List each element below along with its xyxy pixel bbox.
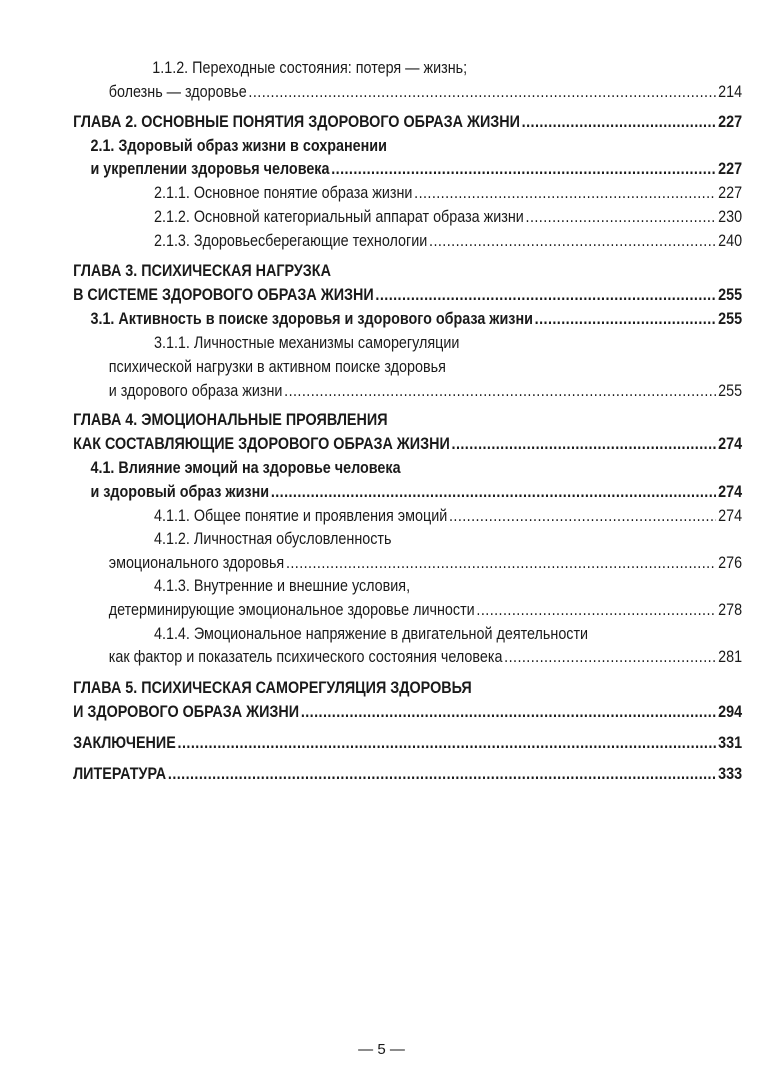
toc-line: болезнь — здоровье bbox=[108, 83, 247, 101]
toc-line: 4.1. Влияние эмоций на здоровье человека bbox=[90, 459, 401, 477]
page-number: 227 bbox=[718, 113, 743, 131]
toc-entry-text bbox=[0, 456, 664, 478]
toc-line: ГЛАВА 2. ОСНОВНЫЕ ПОНЯТИЯ ЗДОРОВОГО ОБРАЗА ЖИЗНИ bbox=[73, 113, 520, 131]
toc-entry[interactable] bbox=[0, 80, 742, 102]
page-number: 255 bbox=[718, 310, 743, 328]
toc-entry-text bbox=[0, 355, 664, 377]
leader-dots bbox=[429, 231, 716, 251]
toc-chapter[interactable] bbox=[0, 110, 742, 132]
toc-line: эмоционального здоровья bbox=[108, 554, 285, 572]
toc-entry-text bbox=[0, 56, 664, 78]
leader-dots bbox=[476, 600, 716, 620]
toc-line: как фактор и показатель психического состояния человека bbox=[108, 648, 503, 666]
leader-dots bbox=[452, 434, 717, 454]
toc-subsection[interactable] bbox=[0, 379, 742, 401]
leader-dots bbox=[535, 309, 717, 329]
toc-subsection[interactable] bbox=[0, 645, 742, 667]
toc-line: детерминирующие эмоциональное здоровье личности bbox=[108, 601, 475, 619]
toc-line: 3.1.1. Личностные механизмы саморегуляции bbox=[153, 334, 460, 352]
page-number: 227 bbox=[718, 160, 743, 178]
leader-dots bbox=[375, 285, 716, 305]
leader-dots bbox=[168, 764, 717, 784]
page-number: 331 bbox=[718, 734, 743, 752]
page-number: 294 bbox=[718, 703, 743, 721]
leader-dots bbox=[522, 112, 717, 132]
toc-chapter[interactable] bbox=[0, 700, 742, 722]
toc-subsection[interactable] bbox=[0, 598, 742, 620]
page-number: 240 bbox=[718, 232, 743, 250]
toc-line: ГЛАВА 3. ПСИХИЧЕСКАЯ НАГРУЗКА bbox=[73, 262, 331, 280]
toc-chapter[interactable] bbox=[0, 762, 742, 784]
page-number: 214 bbox=[718, 83, 743, 101]
page-number: 274 bbox=[718, 483, 743, 501]
toc-entry-text bbox=[0, 134, 664, 156]
leader-dots bbox=[504, 647, 716, 667]
toc-line: ГЛАВА 4. ЭМОЦИОНАЛЬНЫЕ ПРОЯВЛЕНИЯ bbox=[73, 411, 388, 429]
toc-section[interactable] bbox=[0, 307, 742, 329]
toc-line: и здоровый образ жизни bbox=[90, 483, 270, 501]
toc-entry-text bbox=[0, 331, 664, 353]
toc-section[interactable] bbox=[0, 480, 742, 502]
toc-line: 4.1.2. Личностная обусловленность bbox=[153, 530, 392, 548]
leader-dots bbox=[301, 702, 717, 722]
toc-line: И ЗДОРОВОГО ОБРАЗА ЖИЗНИ bbox=[73, 703, 300, 721]
leader-dots bbox=[449, 506, 716, 526]
page-number: 333 bbox=[718, 765, 743, 783]
toc-line: ЛИТЕРАТУРА bbox=[73, 765, 167, 783]
toc-chapter[interactable] bbox=[0, 432, 742, 454]
toc-section[interactable] bbox=[0, 157, 742, 179]
toc-line: и укреплении здоровья человека bbox=[90, 160, 330, 178]
page-number: 255 bbox=[718, 286, 743, 304]
page-number: 255 bbox=[718, 382, 743, 400]
toc-entry-text bbox=[0, 676, 664, 698]
page-footer-number: — 5 — bbox=[358, 1041, 405, 1058]
toc-line: 4.1.4. Эмоциональное напряжение в двигательной деятельности bbox=[153, 625, 589, 643]
toc-entry-text bbox=[0, 259, 664, 281]
toc-line: В СИСТЕМЕ ЗДОРОВОГО ОБРАЗА ЖИЗНИ bbox=[73, 286, 374, 304]
toc-entry-text bbox=[0, 622, 664, 644]
toc-subsection[interactable] bbox=[0, 551, 742, 573]
toc-line: 1.1.2. Переходные состояния: потеря — жизнь; bbox=[152, 59, 468, 77]
leader-dots bbox=[286, 553, 716, 573]
toc-entry-text bbox=[0, 527, 664, 549]
page-number: 278 bbox=[718, 601, 743, 619]
leader-dots bbox=[331, 159, 716, 179]
toc-subsection[interactable] bbox=[0, 229, 742, 251]
toc-line: 2.1. Здоровый образ жизни в сохранении bbox=[90, 137, 387, 155]
toc-subsection[interactable] bbox=[0, 205, 742, 227]
leader-dots bbox=[414, 183, 716, 203]
toc-chapter[interactable] bbox=[0, 283, 742, 305]
page-number: 230 bbox=[718, 208, 743, 226]
toc-line: КАК СОСТАВЛЯЮЩИЕ ЗДОРОВОГО ОБРАЗА ЖИЗНИ bbox=[73, 435, 450, 453]
toc-line: ЗАКЛЮЧЕНИЕ bbox=[73, 734, 176, 752]
page-number: 281 bbox=[718, 648, 743, 666]
toc-line: психической нагрузки в активном поиске здоровья bbox=[108, 358, 446, 376]
leader-dots bbox=[248, 82, 716, 102]
toc-line: 2.1.3. Здоровьесберегающие технологии bbox=[153, 232, 428, 250]
page-number: 276 bbox=[718, 554, 743, 572]
toc-line: 2.1.2. Основной категориальный аппарат образа жизни bbox=[153, 208, 524, 226]
toc-line: и здорового образа жизни bbox=[108, 382, 283, 400]
leader-dots bbox=[526, 207, 717, 227]
toc-line: 2.1.1. Основное понятие образа жизни bbox=[153, 184, 413, 202]
leader-dots bbox=[284, 381, 716, 401]
page-number: 274 bbox=[718, 507, 743, 525]
toc-chapter[interactable] bbox=[0, 731, 742, 753]
toc-line: 4.1.1. Общее понятие и проявления эмоций bbox=[153, 507, 448, 525]
toc-subsection[interactable] bbox=[0, 181, 742, 203]
page-number: 274 bbox=[718, 435, 743, 453]
toc-line: ГЛАВА 5. ПСИХИЧЕСКАЯ САМОРЕГУЛЯЦИЯ ЗДОРОВЬЯ bbox=[73, 679, 472, 697]
toc-subsection[interactable] bbox=[0, 504, 742, 526]
toc-entry-text bbox=[0, 574, 664, 596]
leader-dots bbox=[271, 482, 717, 502]
toc-line: 3.1. Активность в поиске здоровья и здорового образа жизни bbox=[90, 310, 533, 328]
page-number: 227 bbox=[718, 184, 743, 202]
toc-line: 4.1.3. Внутренние и внешние условия, bbox=[153, 577, 411, 595]
leader-dots bbox=[178, 733, 717, 753]
toc-entry-text bbox=[0, 408, 664, 430]
